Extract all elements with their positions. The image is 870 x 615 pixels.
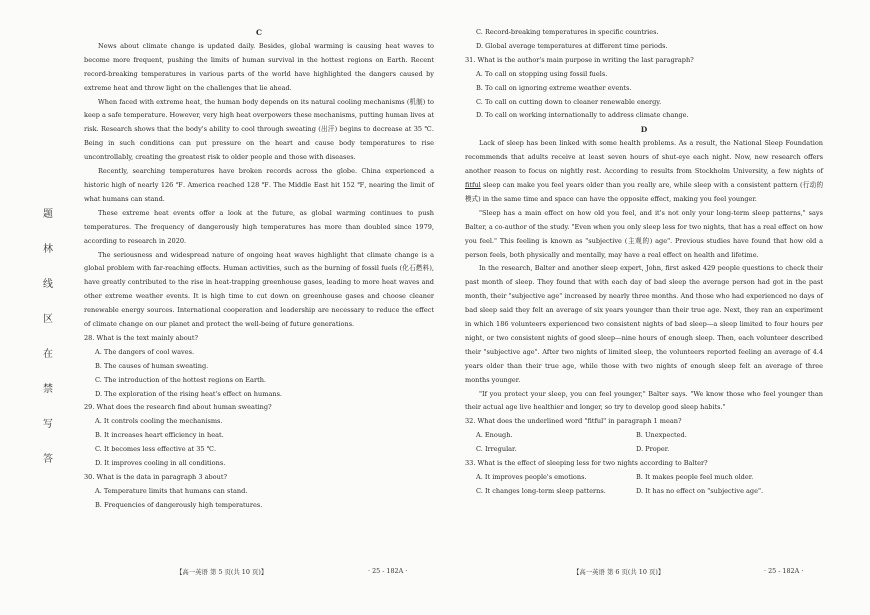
q32-option-b: B. Unexpected. [636,431,687,440]
q31-option-b: B. To call on ignoring extreme weather events. [476,83,632,92]
q28-option-a: A. The dangers of cool waves. [95,347,195,356]
passage-d-paragraph-2: "Sleep has a main effect on how old you feel, and it's not only your long-term sleep patterns," says Balter, a co-author of the study. "Even when you only sleep less for two nights, that has a real effect on how you feel." This feeling is known as "subjective (主观的) age". Previous studies have found that how old a person feels, both physically and mentally, may have a real effect on health and lifetime. [465,208,823,259]
side-char: 题 [43,209,53,220]
section-d-title: D [640,125,648,135]
right-page-column [465,26,823,499]
q30-option-d: D. Global average temperatures at different time periods. [476,41,668,50]
q32-option-a: A. Enough. [476,431,513,440]
side-char: 在 [43,349,53,360]
side-char: 线 [43,279,53,290]
q29-option-b: B. It increases heart efficiency in heat. [95,431,224,440]
left-page-column [84,26,434,513]
passage-d-paragraph-1: Lack of sleep has been linked with some health problems. As a result, the National Sleep Foundation recommends that adults receive at least seven hours of shut-eye each night. Now, new research offers another reason to focus on nightly rest. According to results from Stockholm University, a few nights of fitful sleep can make you feel years older than you really are, while sleep with a consistent pattern (行动的模式) in the same time and space can have the opposite effect, making you feel younger. [465,139,823,203]
side-char: 禁 [43,384,53,395]
q28-option-b: B. The causes of human sweating. [95,361,209,370]
q30-option-c: C. Record-breaking temperatures in specific countries. [476,28,659,36]
q31-option-c: C. To call on cutting down to cleaner renewable energy. [476,97,662,106]
q33-option-d: D. It has no effect on "subjective age". [636,486,764,495]
q32-options-row-2 [465,443,823,457]
q33-options-row-1 [465,471,823,485]
side-char: 区 [43,314,53,325]
q29-option-c: C. It becomes less effective at 35 ℃. [95,445,217,454]
q31-option-d: D. To call on working internationally to address climate change. [476,111,689,120]
q33-options-row-2 [465,485,823,499]
q33-option-a: A. It improves people's emotions. [476,473,587,481]
passage-c-paragraph-4: These extreme heat events offer a look at the future, as global warming continues to push temperatures. The frequency of dangerously high temperatures has more than doubled since 1979, according to research in 2020. [84,208,434,245]
q32-option-c: C. Irregular. [476,445,517,454]
q33-option-b: B. It makes people feel much older. [636,473,754,481]
footer-right-page-label: 【高一英语 第 6 页(共 10 页)】 [573,568,665,576]
underlined-word-fitful: fitful [465,180,481,189]
q28-option-d: D. The exploration of the rising heat's effect on humans. [95,389,283,398]
side-char: 答 [43,454,53,465]
q30-option-a: A. Temperature limits that humans can stand. [95,486,248,495]
q29-option-d: D. It improves cooling in all conditions. [95,459,226,468]
passage-c-paragraph-2: When faced with extreme heat, the human body depends on its natural cooling mechanisms (机制) to keep a safe temperature. However, very high heat overpowers these mechanisms, putting human lives at risk. Research shows that the body's ability to cool through sweating (出汗) begins to decrease at 35 ℃. Being in such conditions can put pressure on the heart and cause body temperatures to rise uncontrollably, creating the greatest risk to older people and those with diseases. [84,97,434,162]
question-30: 30. What is the data in paragraph 3 about? [84,473,227,481]
q32-option-d: D. Proper. [636,445,670,454]
binding-margin-notice [40,205,56,465]
side-char: 写 [43,419,53,430]
q31-option-a: A. To call on stopping using fossil fuels. [476,69,608,78]
question-31: 31. What is the author's main purpose in writing the last paragraph? [465,55,694,64]
q32-options-row-1 [465,429,823,443]
passage-c-paragraph-1: News about climate change is updated daily. Besides, global warming is causing heat waves to become more frequent, pushing the limits of human survival in the hottest regions on Earth. Recent record-breaking temperatures in various parts of the world have highlighted the dangers caused by extreme heat and throw light on the challenges that lie ahead. [84,41,434,92]
footer-left-page-code: · 25 - 182A · [368,567,408,575]
side-char: 林 [43,244,53,255]
passage-c-paragraph-5: The seriousness and widespread nature of ongoing heat waves highlight that climate change is a global problem with far-reaching effects. Human activities, such as the burning of fossil fuels (化石燃料), have greatly contributed to the rise in heat-trapping greenhouse gases, leading to more heat waves and other extreme weather events. It is high time to cut down on greenhouse gases and choose cleaner renewable energy sources. International cooperation and leadership are necessary to reduce the effect of climate change on our planet and protect the well-being of future generations. [84,250,434,329]
q33-option-c: C. It changes long-term sleep patterns. [476,486,606,495]
passage-d-paragraph-3: In the research, Balter and another sleep expert, John, first asked 429 people questions to check their past month of sleep. They found that with each day of bad sleep the average person had got in the past month, their "subjective age" increased by nearly three months. And those who had experienced no days of bad sleep said they felt an average of six years younger than their true age. Next, they ran an experiment in which 186 volunteers experienced two consistent nights of bad sleep—a sleep limited to four hours per night, or two consistent nights of good sleep—nine hours of enough sleep. Then, each volunteer described their "subjective age". After two nights of limited sleep, the volunteers reported feeling an average of 4.4 years older than their true age, while those with two nights of enough sleep felt an average of three months younger. [465,264,823,384]
passage-c-paragraph-3: Recently, searching temperatures have broken records across the globe. China experienced a historic high of nearly 126 ℉. America reached 128 ℉. The Middle East hit 152 ℉, nearing the limit of what humans can stand. [84,167,434,203]
footer-right-page-code: · 25 - 182A · [764,567,804,575]
q30-option-b: B. Frequencies of dangerously high temperatures. [95,500,263,509]
question-28: 28. What is the text mainly about? [84,333,198,342]
question-32: 32. What does the underlined word "fitful" in paragraph 1 mean? [465,417,682,426]
passage-d-paragraph-4: "If you protect your sleep, you can feel younger," Balter says. "We know those who feel younger than their actual age live healthier and longer, so try to develop good sleep habits." [465,389,823,412]
q29-option-a: A. It controls cooling the mechanisms. [95,417,223,426]
section-c-title: C [256,28,262,37]
footer-left-page-label: 【高一英语 第 5 页(共 10 页)】 [176,568,268,576]
q28-option-c: C. The introduction of the hottest regions on Earth. [95,375,267,384]
question-33: 33. What is the effect of sleeping less for two nights according to Balter? [465,459,708,468]
question-29: 29. What does the research find about human sweating? [84,403,272,412]
